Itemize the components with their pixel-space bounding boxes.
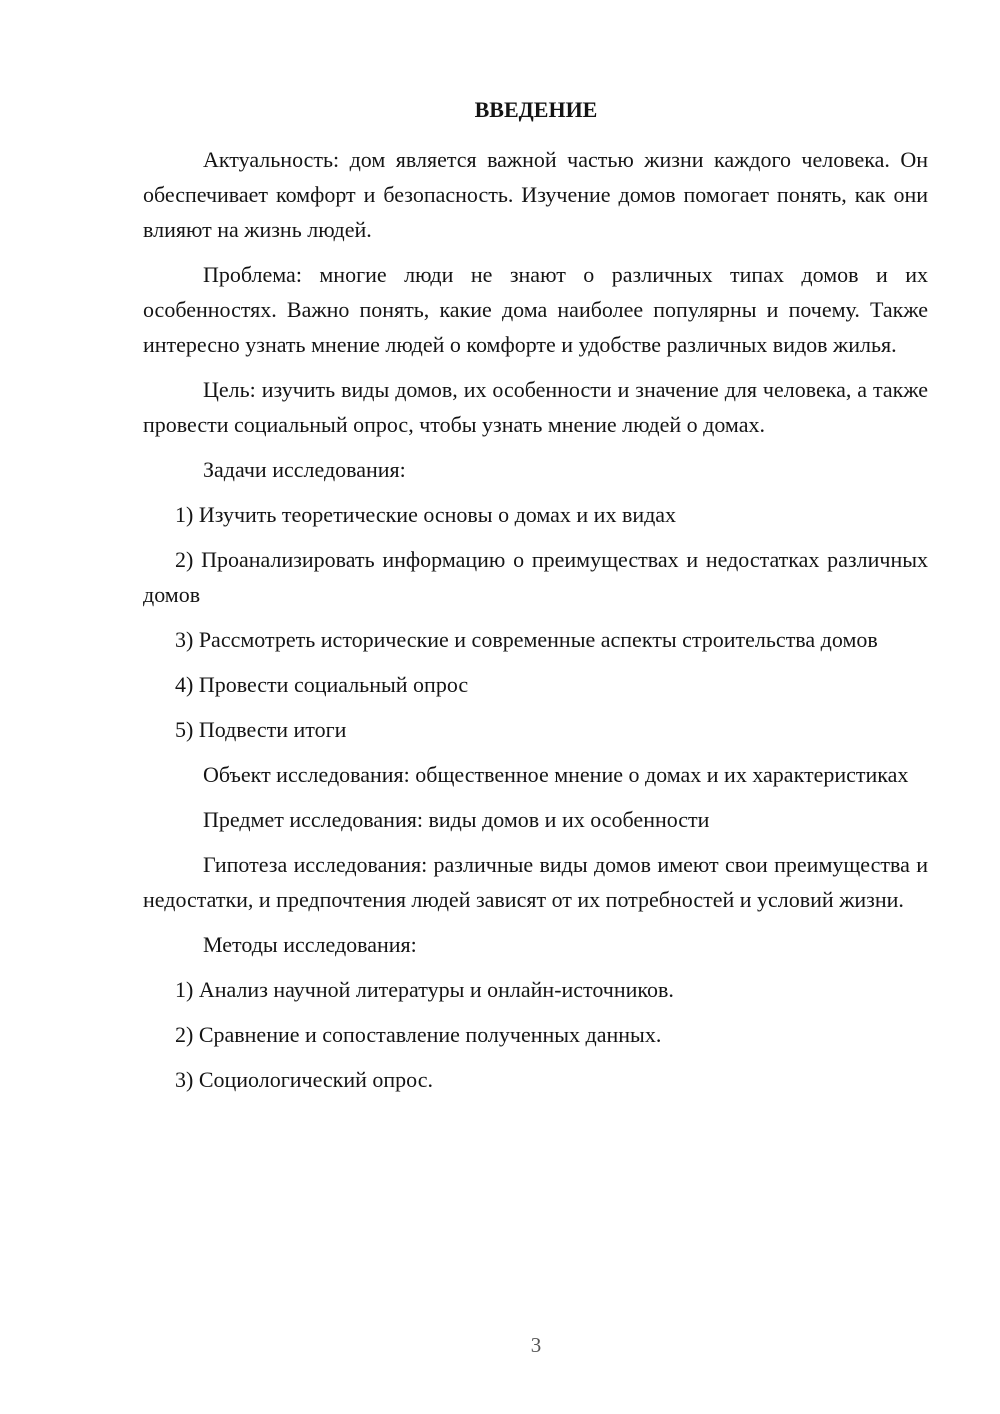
section-title: ВВЕДЕНИЕ — [474, 97, 598, 122]
paragraph-tasks-heading: Задачи исследования: — [203, 457, 406, 482]
paragraph-object: Объект исследования: общественное мнение о домах и их характеристиках — [203, 762, 909, 787]
document-body — [143, 142, 928, 1107]
paragraph-problem: Проблема: многие люди не знают о различных типах домов и их особенностях. Важно понять, какие дома наиболее популярны и почему. Также интересно узнать мнение людей о комфорте и удобстве различных видов жилья. — [143, 262, 928, 357]
list-item-task-3: 3) Рассмотреть исторические и современные аспекты строительства домов — [175, 627, 878, 652]
paragraph-hypothesis: Гипотеза исследования: различные виды домов имеют свои преимущества и недостатки, и предпочтения людей зависят от их потребностей и условий жизни. — [143, 852, 928, 912]
list-item-method-2: 2) Сравнение и сопоставление полученных данных. — [175, 1022, 662, 1047]
paragraph-relevance: Актуальность: дом является важной частью жизни каждого человека. Он обеспечивает комфорт и безопасность. Изучение домов помогает понять, как они влияют на жизнь людей. — [143, 147, 928, 242]
page-number: 3 — [530, 1333, 542, 1357]
list-item-task-4: 4) Провести социальный опрос — [175, 672, 469, 697]
list-item-method-3: 3) Социологический опрос. — [175, 1067, 433, 1092]
paragraph-subject: Предмет исследования: виды домов и их особенности — [203, 807, 710, 832]
paragraph-goal: Цель: изучить виды домов, их особенности и значение для человека, а также провести социальный опрос, чтобы узнать мнение людей о домах. — [143, 377, 928, 437]
list-item-task-5: 5) Подвести итоги — [175, 717, 347, 742]
list-item-method-1: 1) Анализ научной литературы и онлайн-источников. — [175, 977, 674, 1002]
paragraph-methods-heading: Методы исследования: — [203, 932, 417, 957]
list-item-task-2: 2) Проанализировать информацию о преимуществах и недостатках различных домов — [143, 547, 928, 607]
list-item-task-1: 1) Изучить теоретические основы о домах и их видах — [175, 502, 677, 527]
